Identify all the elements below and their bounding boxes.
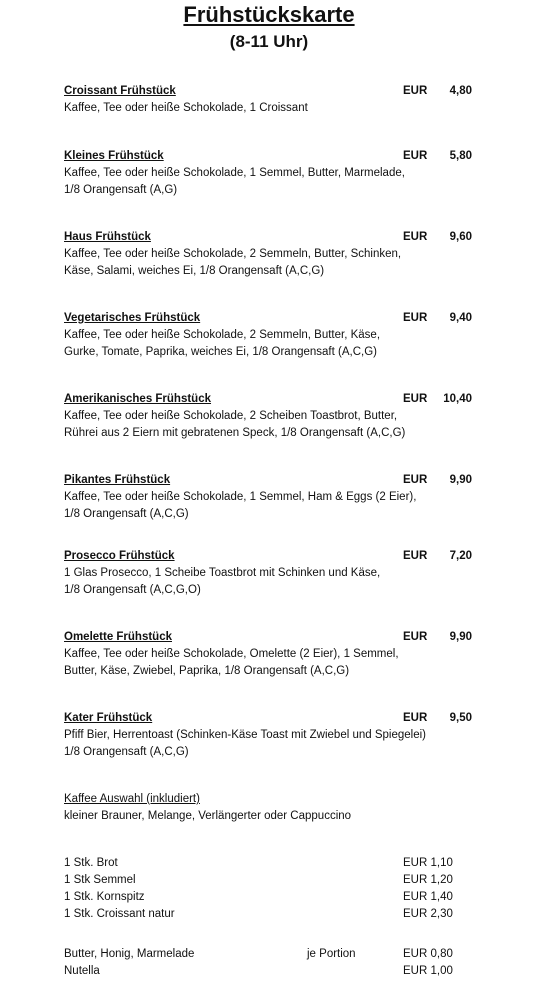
- extra-item-price: EUR 1,40: [403, 891, 453, 903]
- menu-item-currency: EUR: [403, 712, 428, 724]
- menu-item-currency: EUR: [403, 150, 428, 162]
- menu-item-description: Rührei aus 2 Eiern mit gebratenen Speck, 1/8 Orangensaft (A,C,G): [64, 427, 406, 439]
- menu-item-currency: EUR: [403, 231, 428, 243]
- menu-item-name: Kleines Frühstück: [64, 150, 164, 162]
- extra-item-name: 1 Stk Semmel: [64, 874, 136, 886]
- menu-item-description: Kaffee, Tee oder heiße Schokolade, 2 Scheiben Toastbrot, Butter,: [64, 410, 398, 422]
- menu-item-price: 5,80: [449, 150, 472, 162]
- extra-item-name: 1 Stk. Kornspitz: [64, 891, 145, 903]
- menu-item-name: Croissant Frühstück: [64, 85, 176, 97]
- extra-item-price: EUR 1,20: [403, 874, 453, 886]
- menu-item-description: 1/8 Orangensaft (A,G): [64, 184, 178, 196]
- menu-item-name: Kater Frühstück: [64, 712, 153, 724]
- menu-item-price: 9,90: [449, 631, 472, 643]
- menu-item-name: Amerikanisches Frühstück: [64, 393, 212, 405]
- menu-item-name: Omelette Frühstück: [64, 631, 172, 643]
- menu-item-description: Kaffee, Tee oder heiße Schokolade, 1 Semmel, Ham & Eggs (2 Eier),: [64, 491, 417, 503]
- menu-item-name: Vegetarisches Frühstück: [64, 312, 201, 324]
- coffee-heading: Kaffee Auswahl (inkludiert): [64, 793, 200, 805]
- menu-item-description: 1/8 Orangensaft (A,C,G,O): [64, 584, 201, 596]
- spread-item-unit: je Portion: [307, 948, 356, 960]
- menu-item-description: 1/8 Orangensaft (A,C,G): [64, 508, 189, 520]
- menu-item-currency: EUR: [403, 393, 428, 405]
- menu-item-currency: EUR: [403, 631, 428, 643]
- menu-item-description: Käse, Salami, weiches Ei, 1/8 Orangensaft (A,C,G): [64, 265, 325, 277]
- menu-item-price: 7,20: [449, 550, 472, 562]
- menu-item-name: Pikantes Frühstück: [64, 474, 171, 486]
- spread-item-name: Nutella: [64, 965, 100, 977]
- menu-item-price: 9,40: [449, 312, 472, 324]
- menu-item-description: Kaffee, Tee oder heiße Schokolade, 2 Semmeln, Butter, Schinken,: [64, 248, 402, 260]
- page-title: Frühstückskarte: [183, 2, 355, 27]
- menu-item-price: 9,90: [449, 474, 472, 486]
- menu-item-description: Butter, Käse, Zwiebel, Paprika, 1/8 Orangensaft (A,C,G): [64, 665, 350, 677]
- menu-item-description: Pfiff Bier, Herrentoast (Schinken-Käse Toast mit Zwiebel und Spiegelei): [64, 729, 427, 741]
- menu-item-description: 1 Glas Prosecco, 1 Scheibe Toastbrot mit Schinken und Käse,: [64, 567, 381, 579]
- spread-item-price: EUR 0,80: [403, 948, 453, 960]
- spread-item-price: EUR 1,00: [403, 965, 453, 977]
- menu-item-price: 4,80: [449, 85, 472, 97]
- menu-item-description: 1/8 Orangensaft (A,C,G): [64, 746, 189, 758]
- menu-item-price: 10,40: [443, 393, 472, 405]
- extra-item-price: EUR 1,10: [403, 857, 453, 869]
- extra-item-name: 1 Stk. Brot: [64, 857, 118, 869]
- menu-item-currency: EUR: [403, 312, 428, 324]
- menu-item-currency: EUR: [403, 85, 428, 97]
- menu-item-description: Kaffee, Tee oder heiße Schokolade, 1 Semmel, Butter, Marmelade,: [64, 167, 405, 179]
- extra-item-price: EUR 2,30: [403, 908, 453, 920]
- menu-item-description: Kaffee, Tee oder heiße Schokolade, 1 Croissant: [64, 102, 308, 114]
- menu-item-price: 9,50: [449, 712, 472, 724]
- menu-item-description: Gurke, Tomate, Paprika, weiches Ei, 1/8 Orangensaft (A,C,G): [64, 346, 377, 358]
- extra-item-name: 1 Stk. Croissant natur: [64, 908, 175, 920]
- menu-item-description: Kaffee, Tee oder heiße Schokolade, 2 Semmeln, Butter, Käse,: [64, 329, 381, 341]
- menu-item-name: Haus Frühstück: [64, 231, 151, 243]
- menu-item-currency: EUR: [403, 550, 428, 562]
- coffee-text: kleiner Brauner, Melange, Verlängerter oder Cappuccino: [64, 810, 352, 822]
- menu-item-price: 9,60: [449, 231, 472, 243]
- menu-item-name: Prosecco Frühstück: [64, 550, 175, 562]
- page-subtitle: (8-11 Uhr): [229, 32, 309, 51]
- spread-item-name: Butter, Honig, Marmelade: [64, 948, 195, 960]
- menu-item-description: Kaffee, Tee oder heiße Schokolade, Omelette (2 Eier), 1 Semmel,: [64, 648, 399, 660]
- menu-item-currency: EUR: [403, 474, 428, 486]
